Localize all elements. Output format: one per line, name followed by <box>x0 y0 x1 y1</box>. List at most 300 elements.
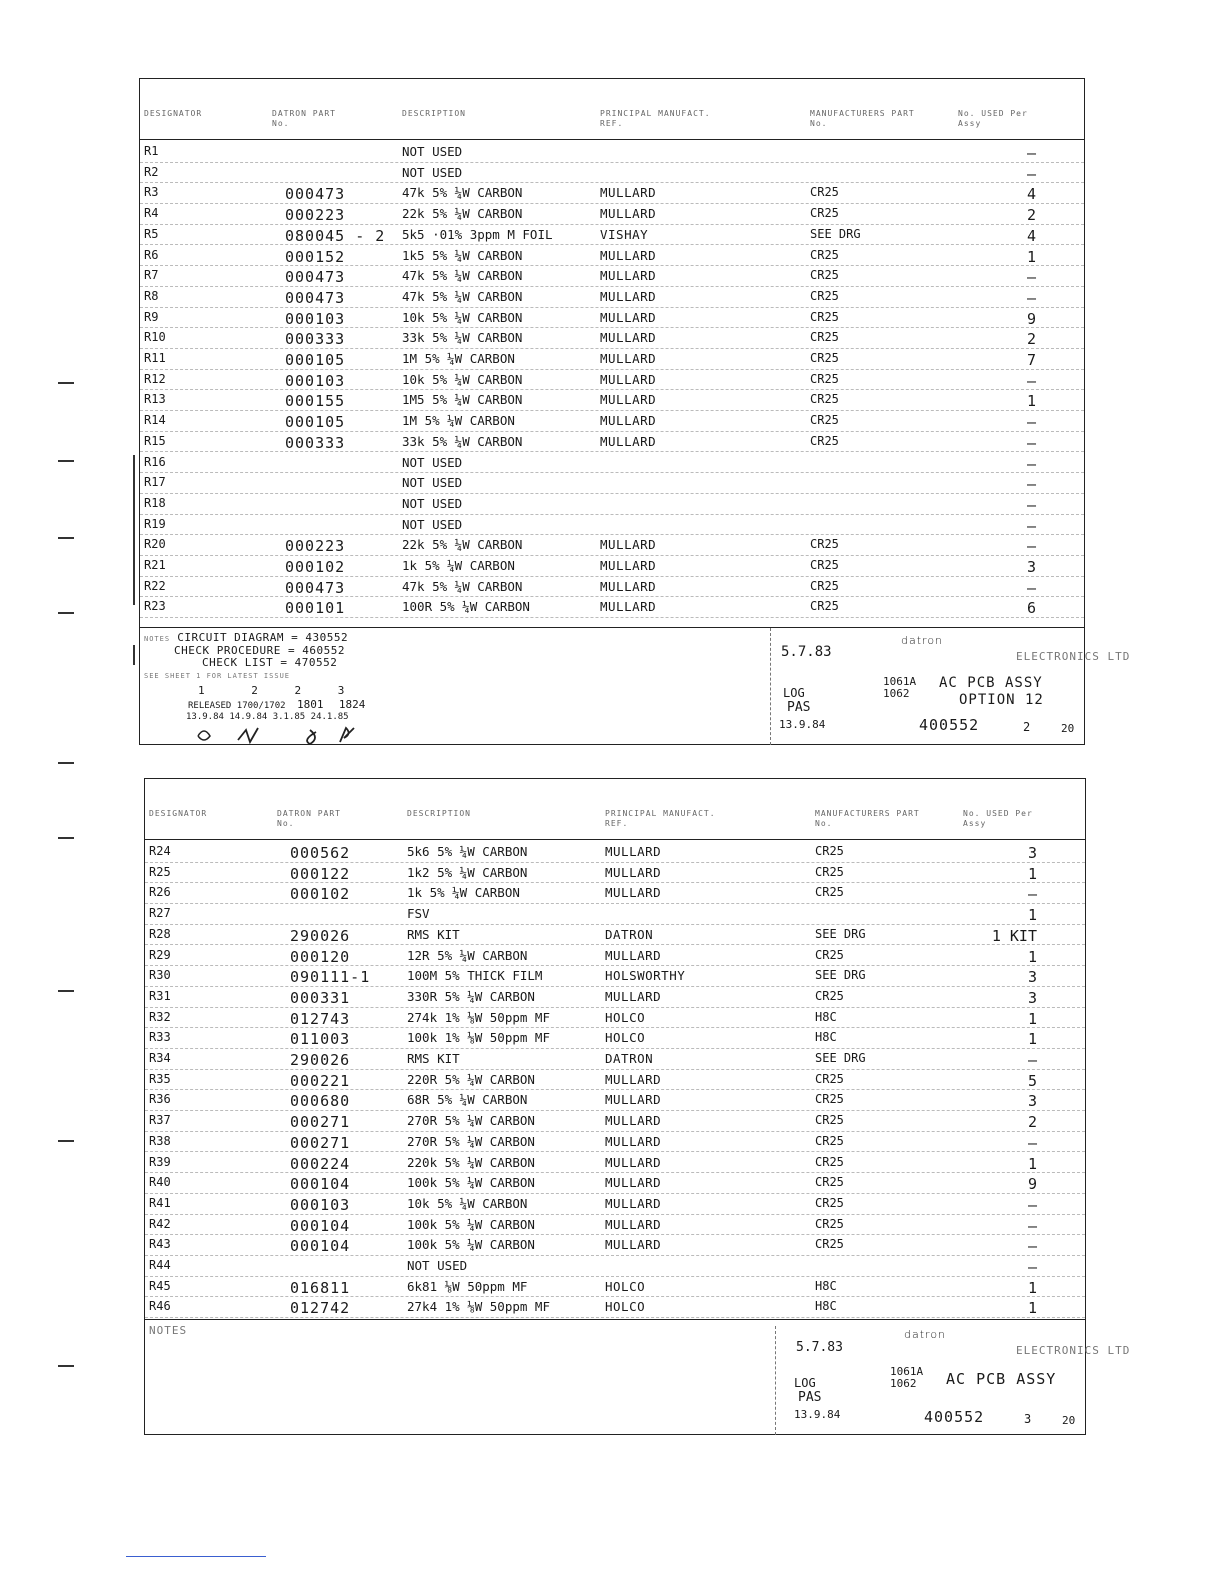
part-number-cell: 000105 <box>285 413 346 432</box>
manufacturer-cell: MULLARD <box>600 558 657 573</box>
designator-cell: R14 <box>144 413 166 428</box>
designator-cell: R37 <box>149 1113 171 1128</box>
description-cell: 1M5 5% ¼W CARBON <box>402 392 523 408</box>
part-number-cell: 016811 <box>290 1278 351 1297</box>
header-qty: No. USED Per Assy <box>963 809 1033 828</box>
mfr-part-cell: CR25 <box>815 1154 844 1169</box>
quantity-cell: — <box>1027 1051 1037 1069</box>
description-cell: 100k 5% ¼W CARBON <box>407 1237 535 1253</box>
note-check-list: CHECK LIST = 470552 <box>202 656 338 669</box>
quantity-cell: — <box>1026 578 1036 597</box>
mfr-part-cell: CR25 <box>810 537 839 552</box>
drawn-date: 5.7.83 <box>796 1340 843 1355</box>
designator-cell: R39 <box>149 1154 171 1169</box>
mfr-part-cell: CR25 <box>815 1133 844 1148</box>
manufacturer-cell: MULLARD <box>605 1195 662 1211</box>
description-cell: 330R 5% ¼W CARBON <box>407 988 535 1004</box>
quantity-cell: 1 <box>1027 864 1037 883</box>
checked-by: LOG <box>783 686 805 700</box>
quantity-cell: 3 <box>1027 968 1037 987</box>
table-row <box>145 986 1085 1008</box>
designator-cell: R2 <box>144 164 159 179</box>
manufacturer-cell: MULLARD <box>600 578 657 594</box>
table-row <box>145 1110 1085 1132</box>
manufacturer-cell: MULLARD <box>605 1216 662 1232</box>
description-cell: 10k 5% ¼W CARBON <box>407 1195 528 1211</box>
mfr-part-cell: H8C <box>815 1278 837 1293</box>
description-cell: 10k 5% ¼W CARBON <box>402 309 523 325</box>
description-cell: 100k 5% ¼W CARBON <box>407 1216 535 1232</box>
description-cell: FSV <box>407 906 430 922</box>
mfr-part-cell: CR25 <box>810 288 839 303</box>
description-cell: 27k4 1% ⅛W 50ppm MF <box>407 1299 550 1315</box>
description-cell: 1k 5% ¼W CARBON <box>407 885 520 901</box>
description-cell: NOT USED <box>407 1258 468 1273</box>
quantity-cell: 4 <box>1026 226 1036 245</box>
designator-cell: R10 <box>144 330 166 345</box>
header-datron-part: DATRON PART No. <box>272 109 336 128</box>
manufacturer-cell: MULLARD <box>605 1071 662 1087</box>
manufacturer-cell: MULLARD <box>600 247 657 263</box>
mfr-part-cell: CR25 <box>815 1113 844 1128</box>
manufacturer-cell: MULLARD <box>600 268 657 284</box>
designator-cell: R29 <box>149 947 171 962</box>
part-number-cell: 000473 <box>285 185 346 204</box>
manufacturer-cell: HOLCO <box>605 1030 646 1046</box>
table-row <box>140 389 1084 411</box>
mfr-part-cell: CR25 <box>815 885 844 900</box>
designator-cell: R30 <box>149 968 171 983</box>
description-cell: 220R 5% ¼W CARBON <box>407 1071 535 1087</box>
mfr-part-cell: CR25 <box>815 947 844 962</box>
designator-cell: R41 <box>149 1195 171 1210</box>
header-qty: No. USED Per Assy <box>958 109 1028 128</box>
table-row <box>145 1234 1085 1256</box>
table-row <box>145 945 1085 967</box>
manufacturer-cell: MULLARD <box>605 1237 662 1253</box>
table-row <box>140 576 1084 598</box>
part-number-cell: 290026 <box>290 1051 351 1069</box>
table-row <box>145 841 1085 863</box>
header-description: DESCRIPTION <box>407 809 471 818</box>
part-number-cell: 000680 <box>290 1092 351 1111</box>
signature-marks <box>190 724 390 746</box>
approved-by: PAS <box>787 700 811 715</box>
header-datron-part: DATRON PART No. <box>277 809 341 828</box>
part-number-cell: 000103 <box>285 371 346 390</box>
table-row <box>145 862 1085 884</box>
drawing-title: AC PCB ASSY <box>946 1370 1057 1388</box>
quantity-cell: 3 <box>1027 988 1037 1007</box>
mfr-part-cell: CR25 <box>810 330 839 345</box>
header-designator: DESIGNATOR <box>149 809 208 818</box>
manufacturer-cell: MULLARD <box>600 351 657 366</box>
notes-block <box>145 1319 1131 1435</box>
quantity-cell: — <box>1026 144 1036 162</box>
mfr-part-cell: H8C <box>815 1030 837 1045</box>
designator-cell: R32 <box>149 1009 171 1024</box>
designator-cell: R26 <box>149 885 171 900</box>
header-mfr-part: MANUFACTURERS PART No. <box>815 809 920 828</box>
quantity-cell: 1 <box>1027 1009 1037 1028</box>
designator-cell: R15 <box>144 433 166 448</box>
designator-cell: R1 <box>144 144 159 158</box>
margin-line <box>133 645 135 665</box>
designator-cell: R23 <box>144 599 166 614</box>
mfr-part-cell: SEE DRG <box>815 926 866 941</box>
header-principal: PRINCIPAL MANUFACT. REF. <box>600 109 711 128</box>
quantity-cell: 9 <box>1027 1175 1037 1194</box>
table-row <box>140 203 1084 225</box>
designator-cell: R38 <box>149 1133 171 1148</box>
quantity-cell: 1 <box>1027 947 1037 966</box>
drawing-title: AC PCB ASSY <box>939 675 1043 691</box>
quantity-cell: 1 <box>1026 392 1036 411</box>
description-cell: 10k 5% ¼W CARBON <box>402 371 523 387</box>
header-mfr-part: MANUFACTURERS PART No. <box>810 109 915 128</box>
quantity-cell: — <box>1027 1237 1037 1256</box>
approved-by: PAS <box>798 1390 822 1405</box>
mfr-part-cell: CR25 <box>810 206 839 221</box>
description-cell: 47k 5% ¼W CARBON <box>402 185 523 201</box>
quantity-cell: 9 <box>1026 309 1036 328</box>
designator-cell: R5 <box>144 226 159 241</box>
drawing-number: 400552 <box>919 716 980 734</box>
mfr-part-cell: CR25 <box>815 844 844 858</box>
note-circuit-diagram: CIRCUIT DIAGRAM = 430552 <box>177 631 349 644</box>
part-number-cell: 000155 <box>285 392 346 411</box>
table-row <box>140 534 1084 556</box>
quantity-cell: — <box>1026 495 1036 514</box>
table-row <box>145 1027 1085 1049</box>
manufacturer-cell: MULLARD <box>605 1154 662 1170</box>
designator-cell: R7 <box>144 268 159 283</box>
description-cell: 47k 5% ¼W CARBON <box>402 578 523 594</box>
margin-line <box>133 455 135 605</box>
company-sub: ELECTRONICS LTD <box>1016 650 1131 663</box>
designator-cell: R8 <box>144 288 159 303</box>
manufacturer-cell: MULLARD <box>605 864 662 880</box>
datron-logo: datron <box>901 634 944 647</box>
issue-row: 1 2 2 3 <box>198 684 345 697</box>
quantity-cell: 1 <box>1026 247 1036 266</box>
description-cell: 33k 5% ¼W CARBON <box>402 330 523 346</box>
part-number-cell: 000333 <box>285 433 346 452</box>
quantity-cell: — <box>1026 413 1036 432</box>
part-number-cell: 000105 <box>285 351 346 369</box>
manufacturer-cell: MULLARD <box>605 844 662 859</box>
manufacturer-cell: MULLARD <box>600 288 657 304</box>
designator-cell: R22 <box>144 578 166 593</box>
quantity-cell: — <box>1027 1195 1037 1214</box>
designator-cell: R27 <box>149 906 171 921</box>
description-cell: 6k81 ⅛W 50ppm MF <box>407 1278 528 1294</box>
part-number-cell: 000271 <box>290 1113 351 1132</box>
designator-cell: R20 <box>144 537 166 552</box>
footer-link-line <box>126 1556 266 1557</box>
manufacturer-cell: MULLARD <box>600 330 657 346</box>
designator-cell: R36 <box>149 1092 171 1107</box>
part-number-cell: 290026 <box>290 926 351 945</box>
table-row <box>145 1089 1085 1111</box>
description-cell: 12R 5% ¼W CARBON <box>407 947 528 963</box>
mfr-part-cell: CR25 <box>815 1216 844 1231</box>
mfr-part-cell: CR25 <box>810 413 839 428</box>
manufacturer-cell: HOLCO <box>605 1278 646 1294</box>
table-row <box>140 307 1084 329</box>
quantity-cell: — <box>1026 371 1036 390</box>
mfr-part-cell: H8C <box>815 1009 837 1024</box>
description-cell: 33k 5% ¼W CARBON <box>402 433 523 449</box>
manufacturer-cell: MULLARD <box>605 1175 662 1191</box>
quantity-cell: 7 <box>1026 351 1036 369</box>
margin-mark <box>58 460 74 462</box>
mfr-part-cell: CR25 <box>810 578 839 593</box>
table-row <box>140 162 1084 184</box>
designator-cell: R28 <box>149 926 171 941</box>
table-row <box>145 1172 1085 1194</box>
quantity-cell: — <box>1027 1258 1037 1276</box>
notes-label: NOTES <box>149 1324 188 1337</box>
mfr-part-cell: CR25 <box>810 247 839 262</box>
mfr-part-cell: SEE DRG <box>815 968 866 983</box>
table-row <box>140 596 1084 618</box>
description-cell: 22k 5% ¼W CARBON <box>402 537 523 553</box>
table-row <box>145 1152 1085 1174</box>
mfr-part-cell: SEE DRG <box>815 1051 866 1065</box>
description-cell: 47k 5% ¼W CARBON <box>402 268 523 284</box>
sheet-number: 2 <box>1023 720 1031 734</box>
date-row: 13.9.84 14.9.84 3.1.85 24.1.85 <box>186 712 349 722</box>
quantity-cell: 1 <box>1027 1154 1037 1173</box>
designator-cell: R40 <box>149 1175 171 1190</box>
table-row <box>145 1007 1085 1029</box>
table-row <box>145 1131 1085 1153</box>
mfr-part-cell: CR25 <box>815 1237 844 1252</box>
part-number-cell: 000122 <box>290 864 351 883</box>
margin-mark <box>58 537 74 539</box>
quantity-cell: — <box>1027 1133 1037 1152</box>
quantity-cell: 5 <box>1027 1071 1037 1090</box>
parts-list-sheet-3 <box>144 778 1131 1435</box>
description-cell: 22k 5% ¼W CARBON <box>402 206 523 222</box>
description-cell: 5k5 ·01% 3ppm M FOIL <box>402 226 553 242</box>
quantity-cell: 3 <box>1026 558 1036 576</box>
column-header-row <box>140 79 1084 140</box>
designator-cell: R3 <box>144 185 159 200</box>
table-row <box>145 1214 1085 1236</box>
mfr-part-cell: CR25 <box>810 371 839 386</box>
table-row <box>145 1069 1085 1091</box>
part-number-cell: 011003 <box>290 1030 351 1049</box>
quantity-cell: — <box>1026 537 1036 556</box>
margin-mark <box>58 837 74 839</box>
description-cell: 1k5 5% ¼W CARBON <box>402 247 523 263</box>
manufacturer-cell: HOLCO <box>605 1299 646 1315</box>
title-block <box>770 628 1131 745</box>
margin-mark <box>58 612 74 614</box>
designator-cell: R19 <box>144 516 166 531</box>
quantity-cell: 1 <box>1027 906 1037 925</box>
sheet-total: 20 <box>1061 722 1075 735</box>
table-row <box>145 924 1085 946</box>
table-row <box>140 327 1084 349</box>
manufacturer-cell: MULLARD <box>600 599 657 615</box>
designator-cell: R42 <box>149 1216 171 1231</box>
table-row <box>140 431 1084 453</box>
manufacturer-cell: MULLARD <box>605 1113 662 1129</box>
designator-cell: R46 <box>149 1299 171 1314</box>
quantity-cell: 4 <box>1026 185 1036 204</box>
mfr-part-cell: CR25 <box>810 392 839 407</box>
description-cell: 270R 5% ¼W CARBON <box>407 1133 535 1149</box>
part-number-cell: 000103 <box>290 1195 351 1214</box>
table-row <box>145 1048 1085 1070</box>
designator-cell: R44 <box>149 1258 171 1272</box>
description-cell: NOT USED <box>402 475 463 491</box>
table-row <box>145 1255 1085 1277</box>
manufacturer-cell: MULLARD <box>600 206 657 222</box>
designator-cell: R25 <box>149 864 171 879</box>
manufacturer-cell: MULLARD <box>600 371 657 387</box>
mfr-part-cell: CR25 <box>810 599 839 614</box>
mfr-part-cell: CR25 <box>815 864 844 879</box>
table-row <box>140 493 1084 515</box>
part-number-cell: 000223 <box>285 537 346 556</box>
quantity-cell: — <box>1027 1216 1037 1235</box>
quantity-cell: 1 <box>1027 1299 1037 1318</box>
header-description: DESCRIPTION <box>402 109 466 118</box>
part-number-cell: 000562 <box>290 844 351 862</box>
manufacturer-cell: MULLARD <box>605 1133 662 1149</box>
quantity-cell: — <box>1026 164 1036 183</box>
designator-cell: R43 <box>149 1237 171 1252</box>
designator-cell: R21 <box>144 558 166 572</box>
description-cell: 1M 5% ¼W CARBON <box>402 413 515 429</box>
designator-cell: R33 <box>149 1030 171 1045</box>
manufacturer-cell: MULLARD <box>600 537 657 553</box>
mfr-part-cell: CR25 <box>810 185 839 200</box>
quantity-cell: 2 <box>1026 330 1036 349</box>
description-cell: 68R 5% ¼W CARBON <box>407 1092 528 1108</box>
table-row <box>140 555 1084 577</box>
table-row <box>140 224 1084 246</box>
designator-cell: R12 <box>144 371 166 386</box>
part-number-cell: 000101 <box>285 599 346 618</box>
part-number-cell: 000331 <box>290 988 351 1007</box>
part-number-cell: 000221 <box>290 1071 351 1090</box>
margin-mark <box>58 382 74 384</box>
table-row <box>145 1276 1085 1298</box>
header-principal: PRINCIPAL MANUFACT. REF. <box>605 809 716 828</box>
quantity-cell: 1 <box>1027 1278 1037 1297</box>
designator-cell: R6 <box>144 247 159 262</box>
manufacturer-cell: DATRON <box>605 926 654 942</box>
table-row <box>145 965 1085 987</box>
description-cell: NOT USED <box>402 495 463 511</box>
manufacturer-cell: MULLARD <box>605 988 662 1004</box>
part-number-cell: 000224 <box>290 1154 351 1173</box>
description-cell: RMS KIT <box>407 1051 460 1066</box>
mfr-part-cell: CR25 <box>815 1071 844 1086</box>
designator-cell: R18 <box>144 495 166 510</box>
description-cell: NOT USED <box>402 454 463 470</box>
sheet-total: 20 <box>1062 1414 1076 1427</box>
designator-cell: R11 <box>144 351 166 365</box>
description-cell: 100k 5% ¼W CARBON <box>407 1175 535 1191</box>
part-number-cell: 000104 <box>290 1175 351 1194</box>
note-check-procedure: CHECK PROCEDURE = 460552 <box>174 644 345 657</box>
header-designator: DESIGNATOR <box>144 109 203 118</box>
part-number-cell: 000104 <box>290 1237 351 1256</box>
part-number-cell: 090111-1 <box>290 968 371 987</box>
change-row: RELEASED 1700/1702 1801 1824 <box>188 698 366 711</box>
description-cell: 274k 1% ⅛W 50ppm MF <box>407 1009 550 1025</box>
description-cell: NOT USED <box>402 516 463 532</box>
mfr-part-cell: CR25 <box>810 558 839 572</box>
part-number-cell: 000103 <box>285 309 346 328</box>
description-cell: 1M 5% ¼W CARBON <box>402 351 515 366</box>
table-row <box>145 882 1085 904</box>
part-number-cell: 080045 - 2 <box>285 226 386 245</box>
quantity-cell: 1 KIT <box>991 926 1037 945</box>
manufacturer-cell: MULLARD <box>605 1092 662 1108</box>
manufacturer-cell: VISHAY <box>600 226 649 242</box>
description-cell: 5k6 5% ¼W CARBON <box>407 844 528 859</box>
quantity-cell: 2 <box>1027 1113 1037 1132</box>
notes-label: NOTES <box>144 635 171 643</box>
manufacturer-cell: DATRON <box>605 1051 654 1066</box>
quantity-cell: 1 <box>1027 1030 1037 1049</box>
mfr-part-cell: CR25 <box>815 1195 844 1210</box>
quantity-cell: 2 <box>1026 206 1036 225</box>
part-number-cell: 012742 <box>290 1299 351 1318</box>
table-row <box>140 265 1084 287</box>
description-cell: 47k 5% ¼W CARBON <box>402 288 523 304</box>
drawn-date: 5.7.83 <box>781 644 832 660</box>
designator-cell: R17 <box>144 475 166 490</box>
description-cell: 1k 5% ¼W CARBON <box>402 558 515 573</box>
part-number-cell: 000102 <box>290 885 351 904</box>
table-row <box>140 369 1084 391</box>
mfr-part-cell: CR25 <box>815 1092 844 1107</box>
designator-cell: R4 <box>144 206 159 221</box>
margin-mark <box>58 762 74 764</box>
manufacturer-cell: MULLARD <box>600 185 657 201</box>
table-row <box>140 286 1084 308</box>
designator-cell: R31 <box>149 988 171 1003</box>
manufacturer-cell: MULLARD <box>600 309 657 325</box>
manufacturer-cell: MULLARD <box>605 947 662 963</box>
table-row <box>140 245 1084 267</box>
manufacturer-cell: MULLARD <box>605 885 662 901</box>
quantity-cell: — <box>1026 268 1036 287</box>
part-number-cell: 000102 <box>285 558 346 576</box>
designator-cell: R35 <box>149 1071 171 1086</box>
margin-mark <box>58 1140 74 1142</box>
part-number-cell: 000104 <box>290 1216 351 1235</box>
description-cell: 270R 5% ¼W CARBON <box>407 1113 535 1129</box>
mfr-part-cell: CR25 <box>810 351 839 365</box>
table-row <box>140 182 1084 204</box>
manufacturer-cell: HOLCO <box>605 1009 646 1025</box>
mfr-part-cell: CR25 <box>810 268 839 283</box>
manufacturer-cell: MULLARD <box>600 433 657 449</box>
table-row <box>140 141 1084 163</box>
description-cell: 1k2 5% ¼W CARBON <box>407 864 528 880</box>
sheet-number: 3 <box>1024 1412 1032 1426</box>
model-numbers: 1061A 1062 <box>890 1365 924 1390</box>
